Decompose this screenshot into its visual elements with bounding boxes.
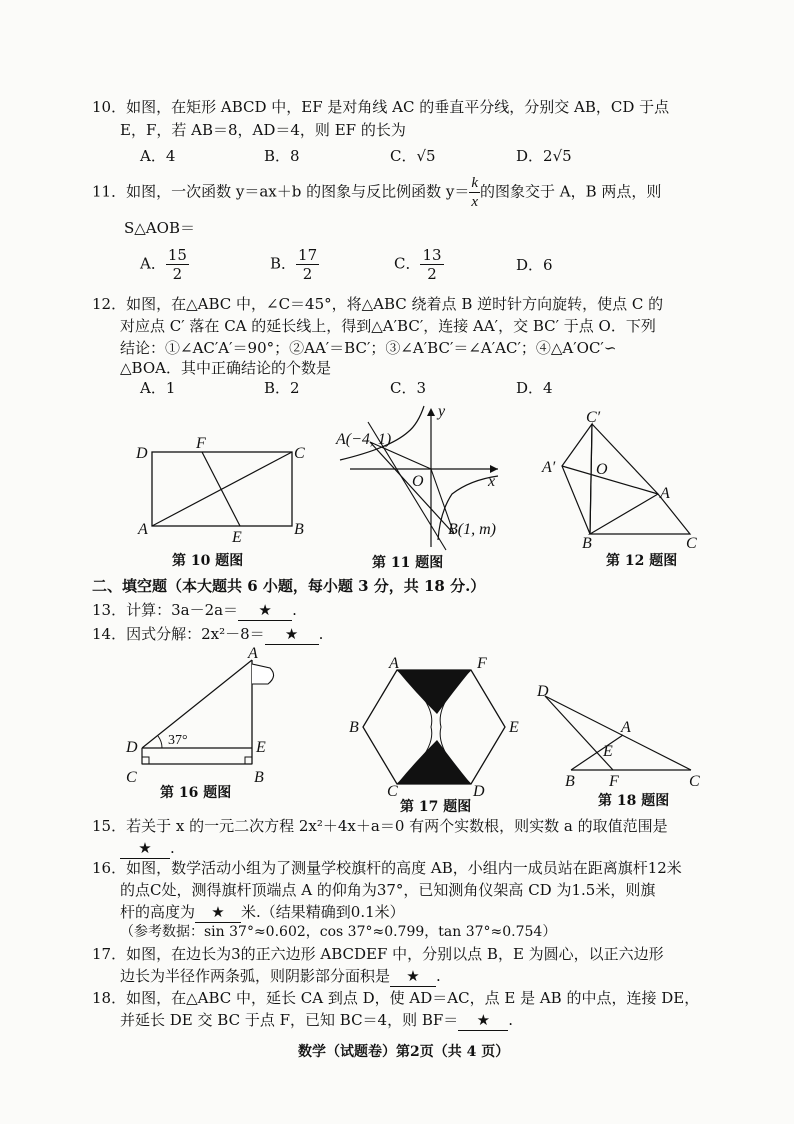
figure-16 xyxy=(118,640,298,786)
fig10-label-e: E xyxy=(232,529,242,546)
q10-option-a: A．4 xyxy=(140,147,176,165)
q11-option-a-den: 2 xyxy=(172,265,183,283)
fig17-label-a: A xyxy=(389,655,399,672)
q16-line3 xyxy=(120,902,405,923)
q12-option-c: C．3 xyxy=(390,379,427,397)
fig11-label-a: A(−4, 1) xyxy=(336,431,392,448)
q10-option-c: C．√5 xyxy=(390,147,436,165)
fig12-label-o: O xyxy=(596,461,608,478)
fig10-caption: 第 10 题图 xyxy=(172,553,244,569)
q12-line2: 对应点 C′ 落在 CA 的延长线上，得到△A′BC′，连接 AA′，交 BC′ 于点 O．下列 xyxy=(120,317,656,335)
fig10-diagonal-ac xyxy=(152,452,292,526)
q11-frac-den: x xyxy=(471,194,479,210)
q18-line2-a: 并延长 DE 交 BC 于点 F，已知 BC＝4，则 BF＝ xyxy=(120,1011,459,1029)
q11-option-d: D．6 xyxy=(516,256,553,274)
fig16-label-c: C xyxy=(126,769,137,786)
q16-line3-b: 米.（结果精确到0.1米） xyxy=(241,903,405,921)
q12-option-a: A．1 xyxy=(140,379,176,397)
fig16-sight-line-da xyxy=(142,660,252,748)
q13-answer-blank[interactable]: ★ xyxy=(238,600,292,621)
q11-option-c-den: 2 xyxy=(427,265,437,283)
q11-frac-num: k xyxy=(471,175,479,191)
q17-answer-blank[interactable]: ★ xyxy=(390,966,436,987)
fig10-label-f: F xyxy=(196,435,206,452)
fig18-label-e: E xyxy=(603,743,613,760)
q10-option-d: D．2√5 xyxy=(516,147,572,165)
fig12-label-b: B xyxy=(582,535,592,552)
fig18-label-c: C xyxy=(689,773,700,790)
fig12-label-a-prime: A′ xyxy=(542,459,556,476)
q17-end: . xyxy=(436,967,441,985)
figure-12 xyxy=(540,408,710,552)
q11-option-b-num: 17 xyxy=(298,246,318,264)
q15-line2 xyxy=(120,838,175,859)
fig16-caption: 第 16 题图 xyxy=(160,785,232,801)
fig12-label-a: A xyxy=(660,485,670,502)
page-footer: 数学（试题卷）第2页（共 4 页） xyxy=(298,1044,510,1060)
fig12-segment-c1b xyxy=(590,424,592,534)
q17-line1: 17．如图，在边长为3的正六边形 ABCDEF 中，分别以点 B，E 为圆心，以正六边形 xyxy=(92,945,664,963)
fig10-label-c: C xyxy=(294,445,305,462)
fig18-caption: 第 18 题图 xyxy=(598,793,670,809)
q15-end: . xyxy=(170,839,175,857)
q11-option-a-frac xyxy=(166,246,189,283)
q16-line1: 16．如图，数学活动小组为了测量学校旗杆的高度 AB，小组内一成员站在距离旗杆12米 xyxy=(92,859,682,877)
q11-option-c-num: 13 xyxy=(422,246,442,264)
fig11-y-arrow xyxy=(427,408,435,416)
fig17-label-e: E xyxy=(509,719,519,736)
q16-answer-blank[interactable]: ★ xyxy=(195,902,241,923)
q11-option-a-num: 15 xyxy=(167,246,187,264)
fig10-label-a: A xyxy=(138,521,148,538)
fig10-segment-ef xyxy=(202,452,240,526)
q18-end: . xyxy=(508,1011,514,1029)
fig16-angle-arc xyxy=(158,736,162,748)
fig16-label-b: B xyxy=(254,769,264,786)
q17-line2 xyxy=(120,966,441,987)
fig17-label-c: C xyxy=(387,783,398,800)
figure-11 xyxy=(330,402,510,552)
fig16-label-a: A xyxy=(248,645,258,662)
fig11-label-x: x xyxy=(488,473,496,490)
fig11-caption: 第 11 题图 xyxy=(372,555,444,571)
q13-text: 13．计算：3a－2a＝ xyxy=(92,601,239,619)
q11-option-c-frac xyxy=(420,246,443,283)
q11-line1 xyxy=(92,174,661,211)
q18-line2 xyxy=(120,1010,513,1031)
fig16-label-e: E xyxy=(256,739,266,756)
q12-line3: 结论：①∠AC′A′＝90°；②AA′＝BC′；③∠A′BC′＝∠A′AC′；④△A′OC′∽ xyxy=(120,339,617,357)
q12-line4: △BOA．其中正确结论的个数是 xyxy=(120,359,331,377)
q15-answer-blank[interactable]: ★ xyxy=(120,838,170,859)
fig18-label-f: F xyxy=(609,773,619,790)
q11-option-b-frac xyxy=(296,246,319,283)
fig11-x-arrow xyxy=(490,465,498,473)
fig12-segment-c1a xyxy=(592,424,658,494)
q10-line1: 10．如图，在矩形 ABCD 中，EF 是对角线 AC 的垂直平分线，分别交 AB，CD 于点 xyxy=(92,98,670,116)
fig18-label-b: B xyxy=(565,773,575,790)
fig12-label-c: C xyxy=(686,535,697,552)
q14-answer-blank[interactable]: ★ xyxy=(265,624,319,645)
fig11-label-o: O xyxy=(412,473,424,490)
fig17-label-b: B xyxy=(349,719,359,736)
q17-line2-a: 边长为半径作两条弧，则阴影部分面积是 xyxy=(120,967,391,985)
q11-option-c-label: C． xyxy=(394,254,421,273)
q11-line2: S△AOB＝ xyxy=(124,219,195,237)
q11-option-b-den: 2 xyxy=(302,265,313,283)
q13-end: . xyxy=(292,601,297,619)
q15-line1: 15．若关于 x 的一元二次方程 2x²＋4x＋a＝0 有两个实数根，则实数 a 的取值范围是 xyxy=(92,817,668,835)
fig11-label-y: y xyxy=(438,403,446,420)
q10-line2: E，F，若 AB＝8，AD＝4，则 EF 的长为 xyxy=(120,121,406,139)
q11-fraction xyxy=(469,174,480,211)
fig16-angle-label: 37° xyxy=(168,733,188,748)
fig18-label-d: D xyxy=(537,683,549,700)
q18-answer-blank[interactable]: ★ xyxy=(458,1010,508,1031)
fig16-right-angle-c xyxy=(142,757,149,764)
q14-end: . xyxy=(318,625,324,643)
q13 xyxy=(92,600,297,621)
q16-line3-a: 杆的高度为 xyxy=(120,903,196,921)
q14-text: 14．因式分解：2x²－8＝ xyxy=(92,625,265,643)
figure-10 xyxy=(130,430,310,546)
q11-option-b-label: B． xyxy=(270,254,297,273)
q12-option-b: B．2 xyxy=(264,379,300,397)
q18-line1: 18．如图，在△ABC 中，延长 CA 到点 D，使 AD＝AC，点 E 是 AB 的中点，连接 DE， xyxy=(92,989,700,1007)
fig18-label-a: A xyxy=(621,719,631,736)
fig12-label-c-prime: C′ xyxy=(586,409,601,426)
q11-option-a-label: A． xyxy=(140,254,166,273)
q11-option-a xyxy=(140,246,189,283)
q11-line1-b: 的图象交于 A，B 两点，则 xyxy=(480,182,662,201)
fig12-segment-a1a xyxy=(562,466,658,494)
fig12-caption: 第 12 题图 xyxy=(606,553,678,569)
fig17-shaded-top xyxy=(397,670,471,714)
q16-reference-data: （参考数据：sin 37°≈0.602，cos 37°≈0.799，tan 37°≈0.754） xyxy=(120,924,557,940)
q12-line1: 12．如图，在△ABC 中，∠C＝45°，将△ABC 绕着点 B 逆时针方向旋转，使点 C 的 xyxy=(92,295,664,313)
q11-option-c xyxy=(394,246,444,283)
fig12-triangle-abc xyxy=(590,494,690,534)
fig17-shaded-bottom xyxy=(397,740,471,784)
fig16-right-angle-b xyxy=(245,757,252,764)
q11-line1-a: 11．如图，一次函数 y＝ax＋b 的图象与反比例函数 y＝ xyxy=(92,182,470,201)
figure-17 xyxy=(349,652,535,802)
fig11-label-b: B(1, m) xyxy=(448,521,496,538)
figure-18 xyxy=(535,680,710,790)
fig10-label-d: D xyxy=(136,445,148,462)
fig17-label-d: D xyxy=(473,783,485,800)
fig16-flag xyxy=(252,664,274,684)
fig17-caption: 第 17 题图 xyxy=(400,799,472,815)
q12-option-d: D．4 xyxy=(516,379,553,397)
q10-option-b: B．8 xyxy=(264,147,300,165)
fig16-label-d: D xyxy=(126,739,138,756)
q11-option-b xyxy=(270,246,319,283)
fig10-label-b: B xyxy=(294,521,304,538)
fig12-triangle-a1bc1 xyxy=(562,424,592,534)
section2-heading: 二、填空题（本大题共 6 小题，每小题 3 分，共 18 分.） xyxy=(92,577,486,595)
q16-line2: 的点C处，测得旗杆顶端点 A 的仰角为37°，已知测角仪架高 CD 为1.5米，则旗 xyxy=(120,881,656,899)
fig18-segment-dc xyxy=(545,696,691,770)
fig17-label-f: F xyxy=(477,655,487,672)
